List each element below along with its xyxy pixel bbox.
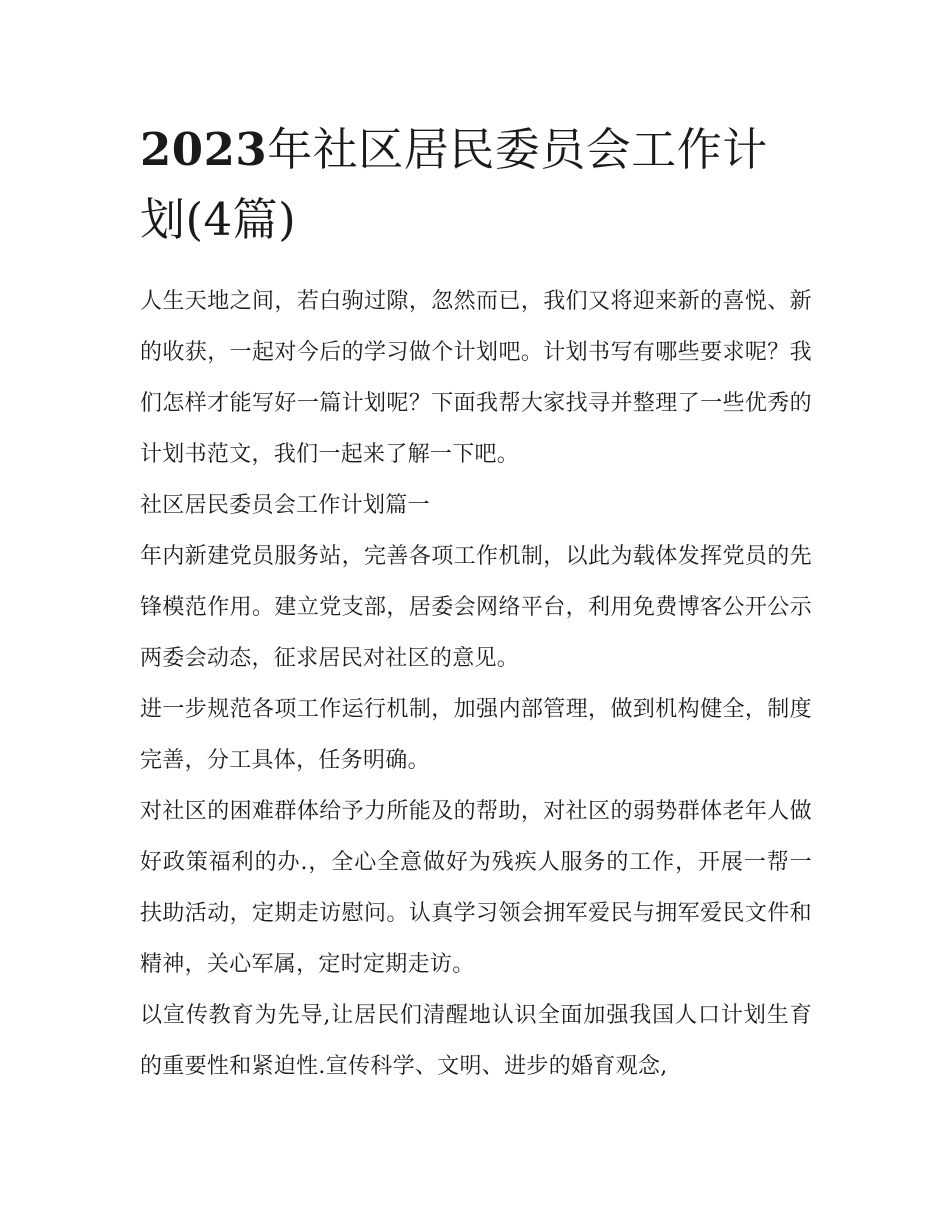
section-heading: 社区居民委员会工作计划篇一 <box>140 493 430 518</box>
body-paragraph: 对社区的困难群体给予力所能及的帮助，对社区的弱势群体老年人做好政策福利的办.，全心全意做好为残疾人服务的工作，开展一帮一扶助活动，定期走访慰问。认真学习领会拥军爱民与拥军爱民文件和精神，关心军属，定时定期走访。 <box>140 799 812 977</box>
body-paragraph: 年内新建党员服务站，完善各项工作机制，以此为载体发挥党员的先锋模范作用。建立党支部，居委会网络平台，利用免费博客公开公示两委会动态，征求居民对社区的意见。 <box>140 544 812 671</box>
document-body <box>140 276 812 1092</box>
document-title: 2023年社区居民委员会工作计划(4篇) <box>140 123 768 246</box>
body-paragraph: 以宣传教育为先导,让居民们清醒地认识全面加强我国人口计划生育的重要性和紧迫性.宣传科学、文明、进步的婚育观念, <box>140 1003 812 1079</box>
title-year: 2023 <box>140 123 268 176</box>
body-paragraph: 进一步规范各项工作运行机制，加强内部管理，做到机构健全，制度完善，分工具体，任务明确。 <box>140 697 812 773</box>
intro-paragraph: 人生天地之间，若白驹过隙，忽然而已，我们又将迎来新的喜悦、新的收获，一起对今后的学习做个计划吧。计划书写有哪些要求呢？我们怎样才能写好一篇计划呢？下面我帮大家找寻并整理了一些优秀的计划书范文，我们一起来了解一下吧。 <box>140 289 812 467</box>
